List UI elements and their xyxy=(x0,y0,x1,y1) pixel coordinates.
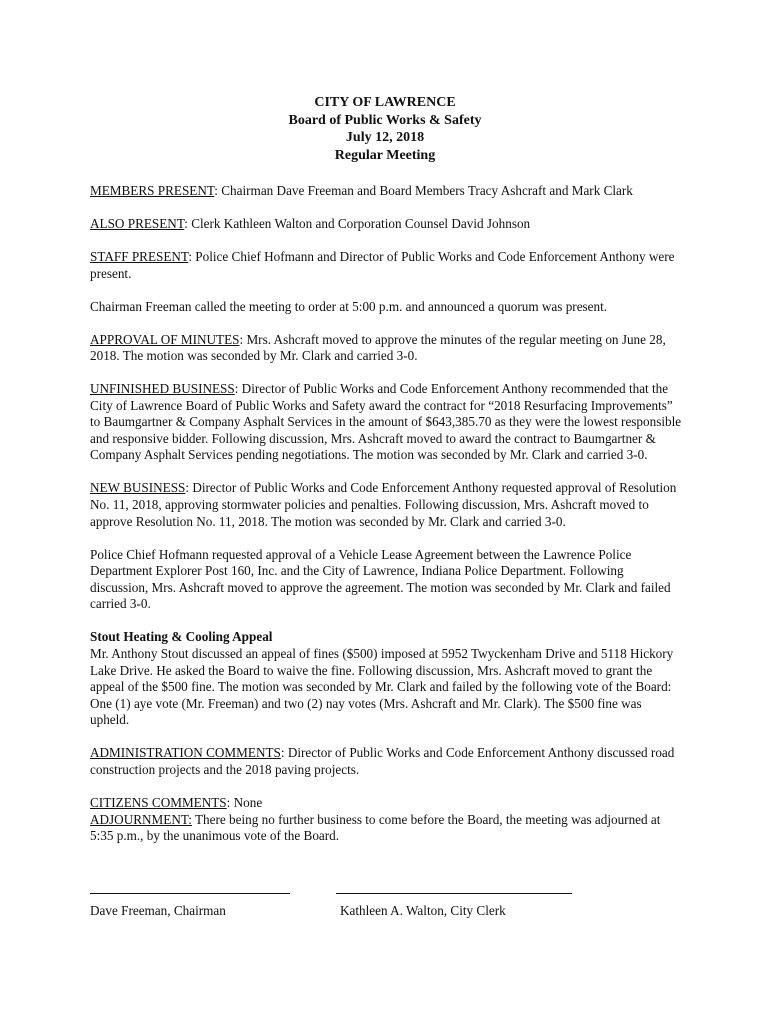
stout-appeal-text: Mr. Anthony Stout discussed an appeal of fines ($500) imposed at 5952 Twyckenham Drive and 5118 Hickory Lake Drive. He asked the Board to waive the fine. Following discussion, Mrs. Ashcraft moved to grant the appeal of the $500 fine. The motion was seconded by Mr. Clark and failed by the following vote of the Board: One (1) aye vote (Mr. Freeman) and two (2) nay votes (Mrs. Ashcraft and Mr. Clark). The $500 fine was upheld. xyxy=(90,646,674,728)
citizens-comments-text: : None xyxy=(226,794,263,810)
stout-appeal-paragraph xyxy=(90,629,682,729)
approval-of-minutes-label: APPROVAL OF MINUTES xyxy=(90,331,240,347)
stout-appeal-heading: Stout Heating & Cooling Appeal xyxy=(90,629,273,645)
chairman-signature-name: Dave Freeman, Chairman xyxy=(90,903,226,918)
citizens-comments-label: CITIZENS COMMENTS xyxy=(90,794,227,810)
citizens-comments-paragraph xyxy=(90,795,682,812)
header-meeting-type: Regular Meeting xyxy=(334,148,436,164)
staff-present-label: STAFF PRESENT xyxy=(90,248,189,264)
also-present-paragraph xyxy=(90,216,682,233)
adjournment-text: There being no further business to come before the Board, the meeting was adjourned at 5:35 p.m., by the unanimous vote of the Board. xyxy=(90,811,661,844)
staff-present-text: : Police Chief Hofmann and Director of Public Works and Code Enforcement Anthony were present. xyxy=(90,248,675,281)
approval-of-minutes-paragraph xyxy=(90,332,682,365)
approval-of-minutes-text: : Mrs. Ashcraft moved to approve the minutes of the regular meeting on June 28, 2018. The motion was seconded by Mr. Clark and carried 3-0. xyxy=(90,331,666,364)
members-present-paragraph xyxy=(90,183,682,200)
document-header xyxy=(0,94,770,165)
new-business-label: NEW BUSINESS xyxy=(90,480,186,496)
new-business-paragraph xyxy=(90,480,682,530)
unfinished-business-label: UNFINISHED BUSINESS xyxy=(90,381,235,397)
police-lease-paragraph: Police Chief Hofmann requested approval of a Vehicle Lease Agreement between the Lawrence Police Department Explorer Post 160, Inc. and the City of Lawrence, Indiana Police Department. Following discussion, Mrs. Ashcraft moved to approve the agreement. The motion was seconded by Mr. Clark and failed carried 3-0. xyxy=(90,546,671,612)
staff-present-paragraph xyxy=(90,249,682,282)
call-to-order-paragraph: Chairman Freeman called the meeting to order at 5:00 p.m. and announced a quorum was present. xyxy=(90,298,608,314)
clerk-signature-line xyxy=(336,893,572,894)
unfinished-business-text: : Director of Public Works and Code Enforcement Anthony recommended that the City of Lawrence Board of Public Works and Safety award the contract for “2018 Resurfacing Improvements” to Baumgartner & Company Asphalt Services in the amount of $643,385.70 as they were the lowest responsible and responsive bidder. Following discussion, Mrs. Ashcraft moved to award the contract to Baumgartner & Company Asphalt Services pending negotiations. The motion was seconded by Mr. Clark and carried 3-0. xyxy=(90,381,682,463)
header-city: CITY OF LAWRENCE xyxy=(314,95,456,110)
adjournment-label: ADJOURNMENT: xyxy=(90,811,192,827)
administration-comments-text: : Director of Public Works and Code Enforcement Anthony discussed road construction projects and the 2018 paving projects. xyxy=(90,745,675,777)
unfinished-business-paragraph xyxy=(90,381,682,464)
members-present-label: MEMBERS PRESENT xyxy=(90,183,215,198)
adjournment-paragraph xyxy=(90,812,682,845)
also-present-label: ALSO PRESENT xyxy=(90,215,185,231)
header-date: July 12, 2018 xyxy=(345,130,425,146)
administration-comments-label: ADMINISTRATION COMMENTS xyxy=(90,745,281,761)
members-present-text: : Chairman Dave Freeman and Board Members Tracy Ashcraft and Mark Clark xyxy=(214,183,633,198)
also-present-text: : Clerk Kathleen Walton and Corporation Counsel David Johnson xyxy=(184,215,531,231)
administration-comments-paragraph xyxy=(90,745,682,778)
chairman-signature-line xyxy=(90,893,290,894)
new-business-text: : Director of Public Works and Code Enforcement Anthony requested approval of Resolution No. 11, 2018, approving stormwater policies and penalties. Following discussion, Mrs. Ashcraft moved to approve Resolution No. 11, 2018. The motion was seconded by Mr. Clark and carried 3-0. xyxy=(90,480,677,529)
header-board: Board of Public Works & Safety xyxy=(288,112,482,128)
clerk-signature-name: Kathleen A. Walton, City Clerk xyxy=(340,903,506,918)
minutes-body xyxy=(90,183,682,861)
